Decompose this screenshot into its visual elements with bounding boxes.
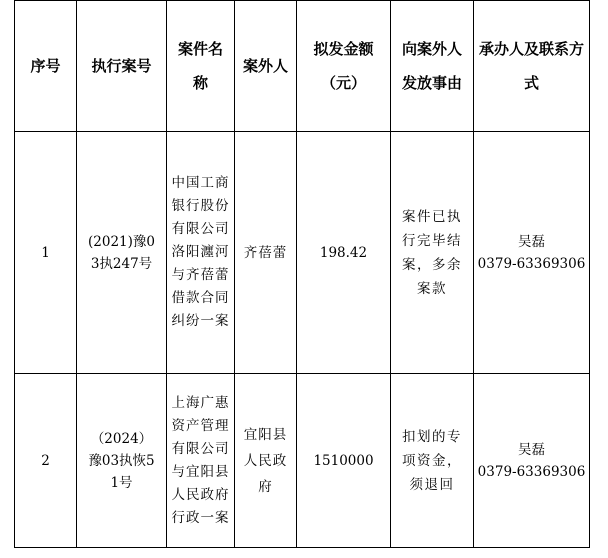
table-row: [15, 132, 590, 374]
header-row: [15, 1, 590, 132]
row-reason: 扣划的专项资金，须退回: [391, 374, 474, 548]
row-handler: 吴磊: [518, 233, 545, 250]
row-handler: 吴磊: [518, 441, 545, 458]
header-contact: 承办人及联系方式: [474, 1, 590, 132]
row-amount: 198.42: [297, 132, 391, 374]
table-row: [15, 374, 590, 548]
header-case-name: 案件名称: [167, 1, 235, 132]
row-seq: 1: [15, 132, 77, 374]
header-reason: 向案外人发放事由: [391, 1, 474, 132]
row-contact: [474, 132, 590, 374]
header-seq: 序号: [15, 1, 77, 132]
header-outsider: 案外人: [235, 1, 297, 132]
row-case-name: 中国工商银行股份有限公司洛阳瀍河与齐蓓蕾借款合同纠纷一案: [167, 132, 235, 374]
header-case-no: 执行案号: [77, 1, 167, 132]
row-seq: 2: [15, 374, 77, 548]
row-outsider: 齐蓓蕾: [235, 132, 297, 374]
case-table: [14, 0, 590, 548]
row-contact: [474, 374, 590, 548]
row-phone: 0379-63369306: [477, 255, 586, 272]
header-amount: 拟发金额（元）: [297, 1, 391, 132]
row-phone: 0379-63369306: [477, 463, 586, 480]
row-case-no: （2024）豫03执恢51号: [77, 374, 167, 548]
row-case-name: 上海广惠资产管理有限公司与宜阳县人民政府行政一案: [167, 374, 235, 548]
row-amount: 1510000: [297, 374, 391, 548]
row-outsider: 宜阳县人民政府: [235, 374, 297, 548]
row-reason: 案件已执行完毕结案，多余案款: [391, 132, 474, 374]
row-case-no: (2021)豫03执247号: [77, 132, 167, 374]
